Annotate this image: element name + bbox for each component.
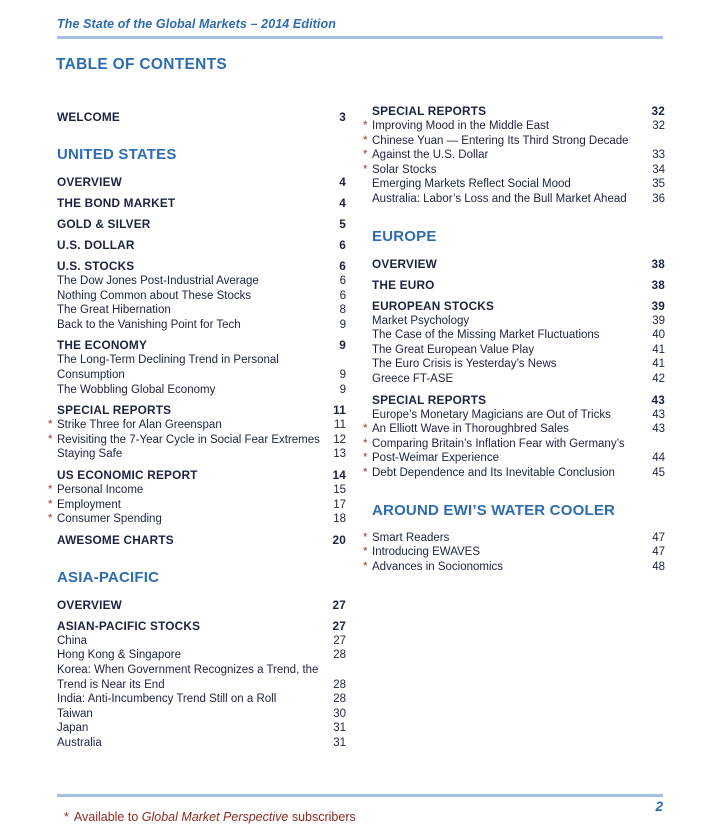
toc-entry-label: Revisiting the 7-Year Cycle in Social Fear Extremes [57,433,320,446]
toc-entry-label: OVERVIEW [57,175,122,189]
toc-subentry [57,303,346,318]
toc-page-number: 9 [339,338,346,353]
toc-subentry [372,357,665,372]
toc-subentry [363,560,665,575]
toc-page-number: 27 [332,597,346,612]
toc-entry-label: SPECIAL REPORTS [57,403,172,418]
toc-page-number: 11 [334,419,346,432]
toc-subentry [57,447,346,462]
toc-page-number: 8 [339,304,346,317]
toc-entry-label: Market Psychology [372,314,470,327]
toc-subentry [57,318,346,333]
toc-subentry [363,466,665,481]
toc-entry [372,104,665,119]
subscriber-asterisk-icon: * [363,163,368,176]
toc-section-heading [57,569,346,587]
toc-page-number: 40 [652,329,665,342]
toc-entry [57,403,346,418]
toc-subentry [48,483,346,498]
toc-page-number: 38 [651,256,665,271]
toc-entry-label: The Great European Value Play [372,343,535,356]
toc-column-left [48,110,346,750]
toc-entry-label: The Euro Crisis is Yesterday’s News [372,358,557,371]
toc-page-number: 44 [652,452,665,465]
toc-page-number: 11 [333,403,346,418]
toc-entry-label: U.S. STOCKS [57,259,135,273]
toc-subentry [48,498,346,513]
toc-page-number: 5 [339,217,346,231]
toc-subentry [57,368,346,383]
toc-page-number: 30 [333,707,346,720]
toc-entry-label: Against the U.S. Dollar [372,149,489,162]
toc-entry-label: Greece FT-ASE [372,372,454,385]
toc-subentry [57,736,346,751]
toc-entry-label: GOLD & SILVER [57,217,151,231]
toc-page-number: 36 [652,192,665,205]
toc-page-number: 17 [333,498,346,511]
toc-page-number: 43 [652,408,665,421]
toc-page-number: 13 [333,448,346,461]
toc-page-number: 9 [339,368,346,381]
toc-entry-label: Advances in Socionomics [372,560,504,573]
toc-subentry [363,437,665,452]
toc-entry-label: Post-Weimar Experience [372,452,499,465]
toc-entry [57,238,346,253]
toc-entry-label: Comparing Britain’s Inflation Fear with Germany’s [372,437,625,450]
toc-subentry [363,451,665,466]
toc-entry-label: Australia [57,736,102,749]
toc-entry-label: Japan [57,722,89,735]
toc-page-number: 4 [339,175,346,189]
toc-page-number: 48 [652,560,665,573]
toc-subentry [372,343,665,358]
toc-entry-label: THE ECONOMY [57,338,148,353]
subscriber-asterisk-icon: * [363,120,368,132]
toc-entry [57,196,346,211]
toc-entry-label: The Dow Jones Post-Industrial Average [57,275,259,287]
toc-entry-label: Taiwan [57,707,93,720]
toc-subentry [372,192,665,207]
toc-page-number: 31 [333,722,346,735]
toc-page-number: 20 [332,532,346,547]
toc-page-number: 47 [652,531,665,544]
toc-subentry [363,545,665,560]
toc-subentry [57,648,346,663]
toc-entry [372,393,665,408]
toc-subentry [372,408,665,423]
page-number: 2 [655,799,663,814]
toc-subentry [57,707,346,722]
toc-subentry [57,634,346,649]
toc-page-number: 43 [652,423,665,436]
toc-subentry [57,678,346,693]
toc-page-number: 27 [333,634,346,647]
toc-page-number: 38 [651,277,665,292]
toc-entry [57,175,346,190]
toc-entry-label: China [57,634,88,647]
toc-entry [57,110,346,125]
toc-entry-label: Consumption [57,368,125,381]
toc-page-number: 43 [651,392,665,407]
toc-page-number: 39 [651,298,665,313]
subscriber-asterisk-icon: * [48,483,53,496]
toc-entry-label: Personal Income [57,483,144,496]
toc-entry-label: U.S. DOLLAR [57,238,135,252]
toc-entry-label: Nothing Common about These Stocks [57,289,252,302]
toc-entry [372,257,665,272]
toc-page-number: 32 [652,120,665,132]
toc-entry-label: Smart Readers [372,531,450,544]
toc-entry-label: Staying Safe [57,448,123,461]
toc-subentry [363,163,665,178]
toc-entry-label: Chinese Yuan — Entering Its Third Strong Decade [372,134,629,147]
toc-subentry [372,328,665,343]
toc-subentry [57,721,346,736]
toc-subentry [372,372,665,387]
toc-subentry [48,512,346,527]
toc-page-number: 35 [652,178,665,191]
footnote-text-italic: Global Market Perspective [141,810,289,824]
toc-subentry [57,663,346,678]
toc-page-number: 33 [652,149,665,162]
toc-page-number: 47 [652,546,665,559]
toc-subentry [57,692,346,707]
toc-page-number: 32 [651,104,665,118]
document-header-title: The State of the Global Markets – 2014 Edition [57,17,336,31]
toc-page-number: 28 [333,693,346,706]
toc-page-number: 6 [339,275,346,287]
toc-page-number: 6 [339,259,346,273]
toc-page-number: 27 [332,618,346,633]
toc-entry-label: WELCOME [57,110,120,124]
toc-entry-label: Solar Stocks [372,163,437,176]
subscriber-asterisk-icon: * [48,513,53,526]
toc-entry-label: AROUND EWI’S WATER COOLER [372,501,616,519]
subscriber-asterisk-icon: * [363,546,368,559]
toc-entry-label: Debt Dependence and Its Inevitable Conclusion [372,466,615,479]
subscriber-asterisk-icon: * [363,423,368,436]
toc-page-number: 28 [333,649,346,662]
toc-entry-label: Employment [57,498,121,511]
toc-entry-label: SPECIAL REPORTS [372,392,487,407]
subscriber-asterisk-icon: * [363,466,368,479]
toc-page-number: 12 [333,433,346,446]
toc-entry [57,217,346,232]
toc-subentry [57,274,346,289]
toc-entry-label: AWESOME CHARTS [57,532,174,547]
toc-page-number: 31 [333,736,346,749]
toc-entry [57,468,346,483]
toc-subentry [363,531,665,546]
toc-entry-label: The Case of the Missing Market Fluctuations [372,329,600,342]
toc-page-number: 15 [333,483,346,496]
toc-entry [57,338,346,353]
toc-entry-label: OVERVIEW [372,256,437,271]
toc-entry-label: OVERVIEW [57,597,122,612]
toc-entry-label: The Wobbling Global Economy [57,383,216,396]
toc-entry-label: US ECONOMIC REPORT [57,467,198,482]
toc-subentry [57,289,346,304]
toc-page-number: 41 [652,343,665,356]
footnote-text-prefix: Available to [73,810,142,824]
toc-entry-label: ASIA-PACIFIC [57,568,160,586]
toc-entry [57,259,346,274]
toc-entry-label: THE BOND MARKET [57,196,176,210]
toc-subentry [48,418,346,433]
subscriber-footnote [64,810,356,824]
subscriber-asterisk-icon: * [48,433,53,446]
toc-entry [57,619,346,634]
toc-entry-label: Trend is Near its End [57,678,165,691]
toc-section-heading [57,146,346,164]
toc-entry-label: Back to the Vanishing Point for Tech [57,318,241,331]
subscriber-asterisk-icon: * [363,134,368,147]
toc-entry [57,533,346,548]
subscriber-asterisk-icon: * [363,149,368,162]
toc-entry-label: Europe’s Monetary Magicians are Out of Tricks [372,408,611,421]
toc-entry-label: Introducing EWAVES [372,546,481,559]
toc-page-number: 6 [339,238,346,252]
toc-page-number: 18 [333,513,346,526]
toc-page-number: 39 [652,314,665,327]
toc-subentry [363,422,665,437]
toc-entry [372,299,665,314]
toc-entry-label: Australia: Labor’s Loss and the Bull Market Ahead [372,192,627,205]
toc-page-number: 28 [333,678,346,691]
toc-entry-label: Emerging Markets Reflect Social Mood [372,178,571,191]
toc-entry-label: Korea: When Government Recognizes a Trend, the [57,663,319,676]
toc-subentry [363,134,665,149]
toc-entry-label: ASIAN-PACIFIC STOCKS [57,618,201,633]
footer-rule [57,794,663,797]
header-rule [57,36,663,39]
subscriber-asterisk-icon: * [363,437,368,450]
toc-section-heading [372,228,665,246]
toc-entry-label: Strike Three for Alan Greenspan [57,419,222,432]
toc-entry-label: SPECIAL REPORTS [372,104,487,118]
toc-entry [372,278,665,293]
toc-entry-label: India: Anti-Incumbency Trend Still on a Roll [57,693,277,706]
toc-page-number: 4 [339,196,346,210]
toc-page-number: 9 [339,318,346,331]
toc-entry-label: An Elliott Wave in Thoroughbred Sales [372,423,569,436]
toc-page-number: 9 [339,383,346,396]
toc-column-right [363,104,665,574]
toc-entry [57,598,346,613]
subscriber-asterisk-icon: * [363,531,368,544]
toc-entry-label: The Great Hibernation [57,304,171,317]
toc-page-number: 41 [652,358,665,371]
toc-entry-label: Improving Mood in the Middle East [372,120,550,132]
toc-entry-label: UNITED STATES [57,146,177,163]
toc-subentry [372,177,665,192]
toc-entry-label: EUROPEAN STOCKS [372,298,495,313]
toc-subentry [57,383,346,398]
subscriber-asterisk-icon: * [363,560,368,573]
toc-subentry [363,119,665,134]
footnote-asterisk-icon: * [64,810,69,824]
toc-entry-label: Hong Kong & Singapore [57,649,182,662]
toc-entry-label: THE EURO [372,277,435,292]
toc-entry-label: Consumer Spending [57,513,162,526]
toc-page-number: 3 [339,110,346,124]
toc-subentry [363,148,665,163]
subscriber-asterisk-icon: * [363,452,368,465]
toc-subentry [372,314,665,329]
toc-page-number: 34 [652,163,665,176]
toc-page-number: 14 [332,467,346,482]
page-title: TABLE OF CONTENTS [56,56,227,73]
toc-section-heading [372,502,665,520]
toc-page-number: 6 [339,289,346,302]
toc-subentry [48,433,346,448]
footnote-text-suffix: subscribers [288,810,356,824]
toc-page-number: 45 [652,466,665,479]
toc-entry-label: The Long-Term Declining Trend in Personal [57,354,279,367]
toc-page-number: 42 [652,372,665,385]
subscriber-asterisk-icon: * [48,498,53,511]
toc-subentry [57,353,346,368]
subscriber-asterisk-icon: * [48,419,53,432]
toc-entry-label: EUROPE [372,227,437,245]
